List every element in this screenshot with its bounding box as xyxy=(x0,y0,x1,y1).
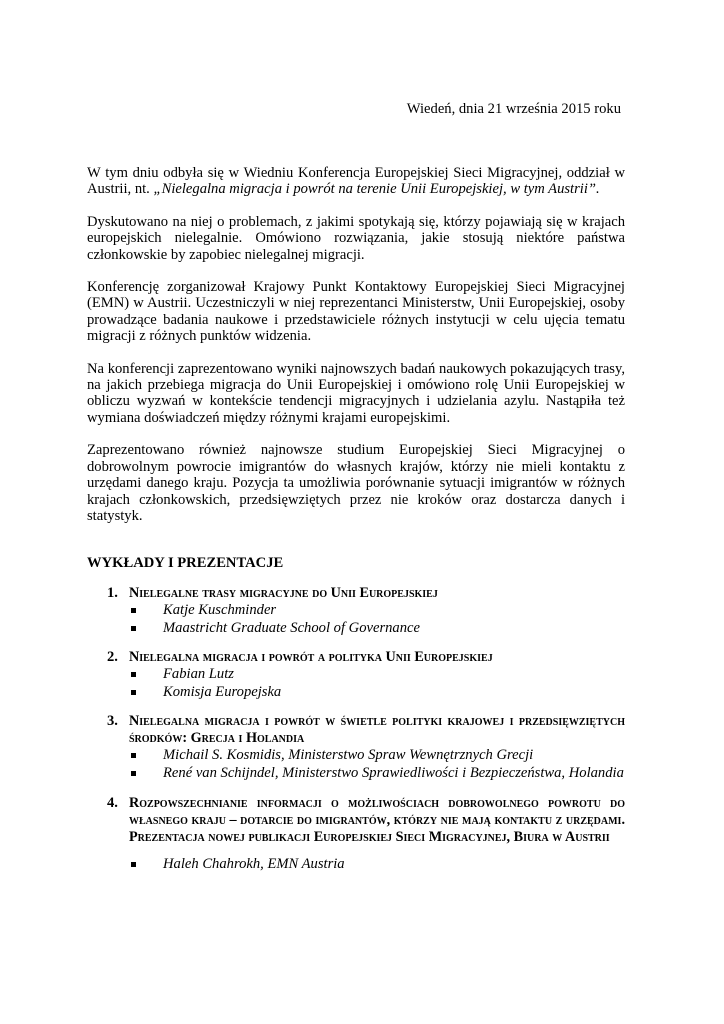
square-bullet-icon xyxy=(131,626,136,631)
speaker-name: Haleh Chahrokh, EMN Austria xyxy=(163,855,345,872)
speaker-name: Fabian Lutz xyxy=(163,666,234,683)
speaker-list xyxy=(129,602,625,637)
speaker-name: Michail S. Kosmidis, Ministerstwo Spraw Wewnętrznych Grecji xyxy=(163,747,534,764)
paragraph-discussion: Dyskutowano na niej o problemach, z jakimi spotykają się, którzy pojawiają się w krajach europejskich nielegalnie. Omówiono rozwiązania, jakie stosują niektóre państwa członkowskie by zapobiec nielegalnej migracji. xyxy=(87,213,625,263)
agenda-item-title: Nielegalna migracja i powrót a polityka Unii Europejskiej xyxy=(129,649,493,666)
paragraph-intro-text: W tym dniu odbyła się w Wiedniu Konferencja Europejskiej Sieci Migracyjnej, oddział w Austrii, nt. xyxy=(87,165,625,198)
paragraph-organizer: Konferencję zorganizował Krajowy Punkt Kontaktowy Europejskiej Sieci Migracyjnej (EMN) w Austrii. Uczestniczyli w niej reprezentanci Ministerstw, Unii Europejskiej, osoby prowadzące badania naukowe i przedstawiciele różnych instytucji w celu ujęcia tematu migracji z różnych punktów widzenia. xyxy=(87,279,625,345)
speaker-item xyxy=(129,666,625,684)
speaker-list xyxy=(129,666,625,701)
agenda-item-title: Rozpowszechnianie informacji o możliwościach dobrowolnego powrotu do własnego kraju – dotarcie do imigrantów, którzy nie mają kontaktu z urzędami. Prezentacja nowej publikacji Europejskiej Sieci Migracyjnej, Biura w Austrii xyxy=(129,794,625,845)
paragraph-research: Na konferencji zaprezentowano wyniki najnowszych badań naukowych pokazujących trasy, na jakich przebiega migracja do Unii Europejskiej i omówiono rolę Unii Europejskiej w obliczu wyzwań w kontekście tendencji migracyjnych i udzielania azylu. Nastąpiła też wymiana doświadczeń między różnymi krajami europejskimi. xyxy=(87,360,625,426)
agenda-item-number: 1. xyxy=(107,585,118,601)
agenda-item-title: Nielegalne trasy migracyjne do Unii Europejskiej xyxy=(129,585,438,601)
agenda-item xyxy=(87,649,625,701)
speaker-name: Katje Kuschminder xyxy=(163,602,277,618)
agenda-item xyxy=(87,795,625,874)
speaker-item xyxy=(129,747,625,765)
square-bullet-icon xyxy=(131,690,136,695)
agenda-item xyxy=(87,713,625,782)
speaker-list xyxy=(129,747,625,782)
agenda-list xyxy=(87,585,625,885)
agenda-item-number: 3. xyxy=(107,713,118,730)
speaker-item xyxy=(129,620,625,638)
agenda-item-number: 4. xyxy=(107,794,118,811)
speaker-name: Maastricht Graduate School of Governance xyxy=(163,619,420,636)
dateline: Wiedeń, dnia 21 września 2015 roku xyxy=(406,101,621,117)
agenda-item xyxy=(87,585,625,637)
square-bullet-icon xyxy=(131,608,136,613)
conference-title: „Nielegalna migracja i powrót na terenie Unii Europejskiej, w tym Austrii”. xyxy=(153,181,600,198)
paragraph-study: Zaprezentowano również najnowsze studium Europejskiej Sieci Migracyjnej o dobrowolnym powrocie imigrantów do własnych krajów, którzy nie mieli kontaktu z urzędami danego kraju. Pozycja ta umożliwia porównanie sytuacji imigrantów w różnych krajach członkowskich, przedsięwziętych przez nie kroków oraz dostarcza danych i statystyk. xyxy=(87,442,625,524)
body-text xyxy=(87,165,625,524)
speaker-list xyxy=(129,856,625,874)
speaker-item xyxy=(129,856,625,874)
agenda-item-title: Nielegalna migracja i powrót w świetle polityki krajowej i przedsięwziętych środków: Grecja i Holandia xyxy=(129,713,625,747)
speaker-item xyxy=(129,602,625,620)
paragraph-intro xyxy=(87,165,625,198)
speaker-name: Komisja Europejska xyxy=(163,683,282,700)
speaker-item xyxy=(129,765,625,783)
section-heading: WYKŁADY I PREZENTACJE xyxy=(87,555,284,571)
square-bullet-icon xyxy=(131,862,136,867)
square-bullet-icon xyxy=(131,771,136,776)
speaker-name: René van Schijndel, Ministerstwo Sprawiedliwości i Bezpieczeństwa, Holandia xyxy=(163,764,624,781)
speaker-item xyxy=(129,684,625,702)
agenda-item-number: 2. xyxy=(107,649,118,666)
square-bullet-icon xyxy=(131,753,136,758)
square-bullet-icon xyxy=(131,672,136,677)
